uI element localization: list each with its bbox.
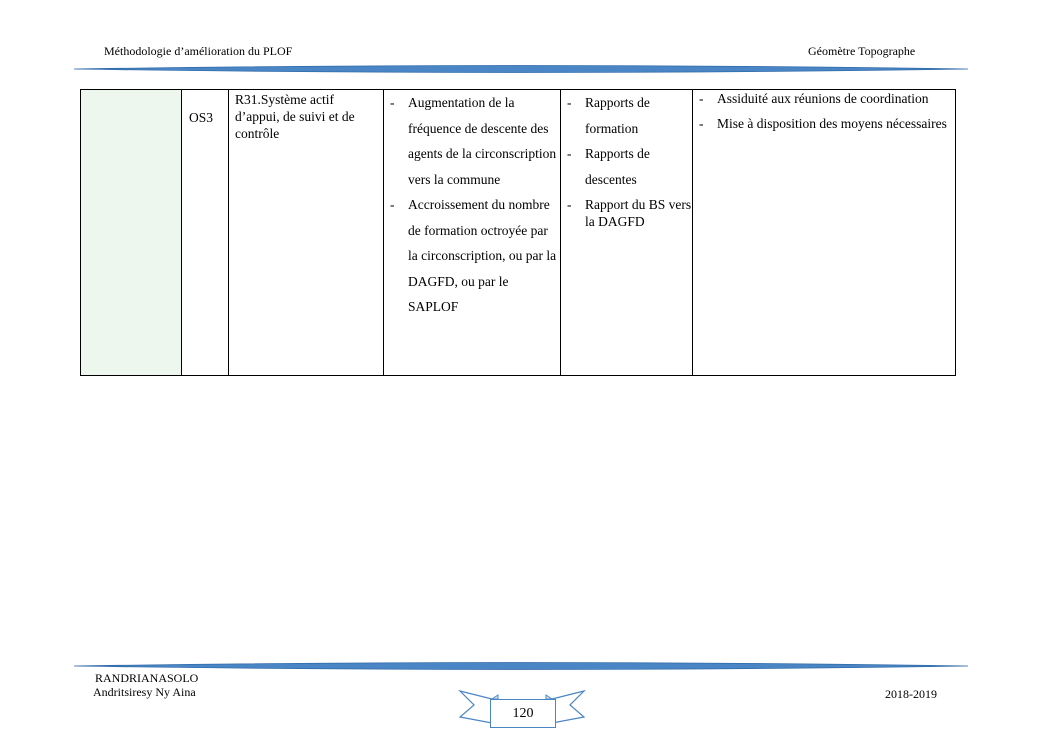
- sources-list: [561, 90, 692, 230]
- logical-framework-table: [80, 89, 956, 376]
- list-item: - Augmentation de la fréquence de descente des agents de la circonscription vers la commune: [384, 90, 560, 192]
- header-subject: Géomètre Topographe: [808, 44, 916, 58]
- list-item: - Accroissement du nombre de formation octroyée par la circonscription, ou par la DAGFD, ou par le SAPLOF: [384, 192, 560, 320]
- hypotheses-cell: [693, 90, 956, 376]
- result-cell: [229, 90, 384, 376]
- indicators-list: [384, 90, 560, 320]
- header-rule: [74, 64, 968, 74]
- author-surname: RANDRIANASOLO: [95, 671, 199, 685]
- hypotheses-list: [693, 90, 955, 132]
- list-item: - Mise à disposition des moyens nécessaires: [693, 115, 955, 132]
- author-name: [93, 671, 198, 699]
- os-cell: [182, 90, 229, 376]
- academic-year: 2018-2019: [885, 687, 937, 701]
- author-given-names: Andritsiresy Ny Aina: [93, 685, 196, 699]
- indicators-cell: [384, 90, 561, 376]
- list-item: - Rapports de formation: [561, 90, 692, 141]
- header-document-title: Méthodologie d’amélioration du PLOF: [104, 44, 293, 58]
- table-row: [81, 90, 956, 376]
- result-text: R31.Système actif d’appui, de suivi et de contrôle: [235, 92, 355, 141]
- list-item: - Rapport du BS vers la DAGFD: [561, 196, 692, 230]
- list-item: - Assiduité aux réunions de coordination: [693, 90, 955, 107]
- list-item: - Rapports de descentes: [561, 141, 692, 192]
- os-code: OS3: [189, 110, 214, 125]
- footer-rule: [74, 661, 968, 671]
- sources-cell: [561, 90, 693, 376]
- shaded-cell: [81, 90, 182, 376]
- page-number: 120: [490, 699, 556, 728]
